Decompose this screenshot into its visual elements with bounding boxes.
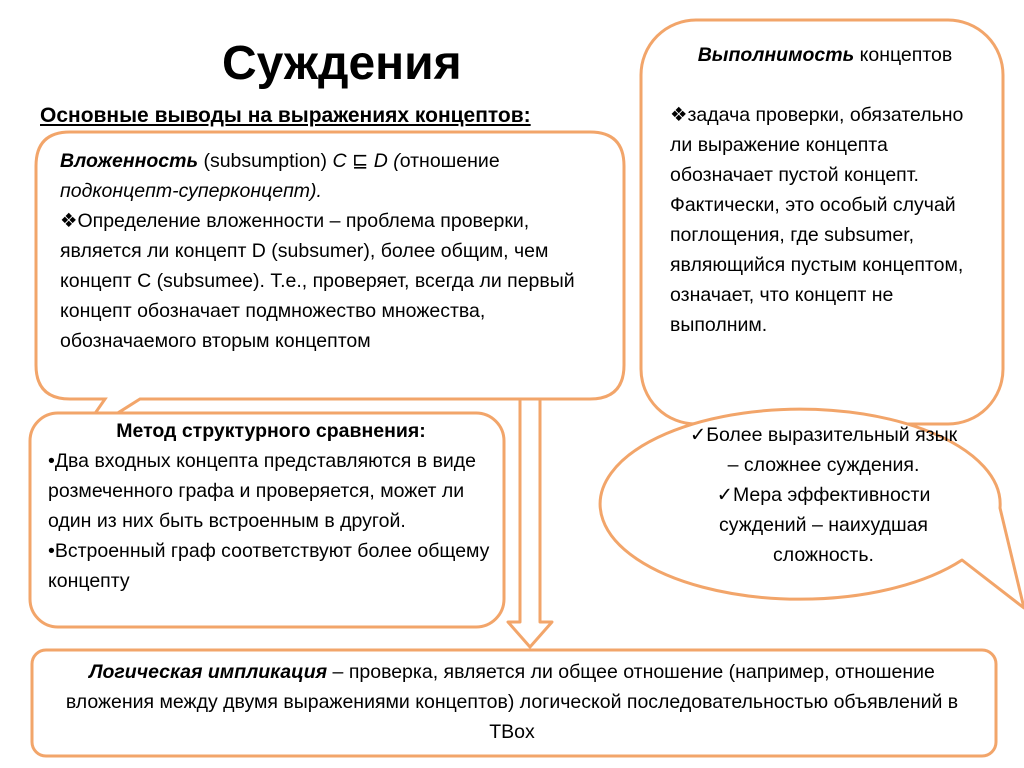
notes-item-2-text: Мера эффективности суждений – наихудшая сложность. [718,484,931,566]
method-text [48,416,494,596]
subsumption-text [60,146,612,356]
subsumption-relation: подконцепт-суперконцепт). [60,180,322,202]
implication-body: – проверка, является ли общее отношение (например, отношение вложения между двумя выражениями концептов) логической последовательностью объявлений в TBox [65,661,959,743]
method-item-2-text: Встроенный граф соответствуют более общему концепту [48,540,490,592]
method-item-1-text: Два входных концепта представляются в виде розмеченного графа и проверяется, может ли один из них быть встроенным в другой. [48,450,477,532]
check-icon: ✓ [716,484,733,506]
implication-text [62,657,962,747]
satisfiability-header [670,40,980,70]
method-item-2 [48,536,494,596]
satisfiability-spacer [670,70,980,100]
notes-item-1-text: Более выразительный язык – сложнее суждения. [706,424,958,476]
implication-paragraph [62,657,962,747]
satisfiability-text [670,40,980,340]
down-arrow [508,395,552,647]
notes-text [686,420,961,570]
satisfiability-term: Выполнимость [697,44,855,66]
satisfiability-rest: концептов [854,44,953,66]
subsumption-header [60,146,612,206]
subsumption-definition [60,206,612,356]
implication-term: Логическая импликация [89,661,328,683]
subsumption-definition-text: Определение вложенности – проблема проверки, является ли концепт D (subsumer), более общим, чем концепт C (subsumee). Т.е., проверяет, всегда ли первый концепт обозначает подмножество множества, обозначаемого вторым концептом [60,210,575,352]
check-icon: ✓ [689,424,707,446]
round-bullet-icon: • [48,540,55,562]
method-item-1 [48,446,494,536]
page-subtitle: Основные выводы на выражениях концептов: [40,104,531,127]
subsumption-part2: отношение [399,150,500,172]
method-heading: Метод структурного сравнения: [116,420,426,442]
subsumption-term: Вложенность [60,150,199,172]
page-title: Суждения [222,37,462,90]
satisfiability-body-text: задача проверки, обязательно ли выражение концепта обозначает пустой концепт. Фактически, это особый случай поглощения, где subsumer, являющийся пустым концептом, означает, что концепт не выполним. [670,104,964,336]
subsumption-part1: (subsumption) [198,150,333,172]
notes-item-1 [686,420,961,480]
satisfiability-body [670,100,980,340]
diamond-bullet-icon: ❖ [60,210,78,232]
subsumption-formula: C ⊑ D ( [332,150,400,172]
diamond-bullet-icon: ❖ [670,104,688,126]
round-bullet-icon: • [48,450,55,472]
notes-item-2 [686,480,961,570]
